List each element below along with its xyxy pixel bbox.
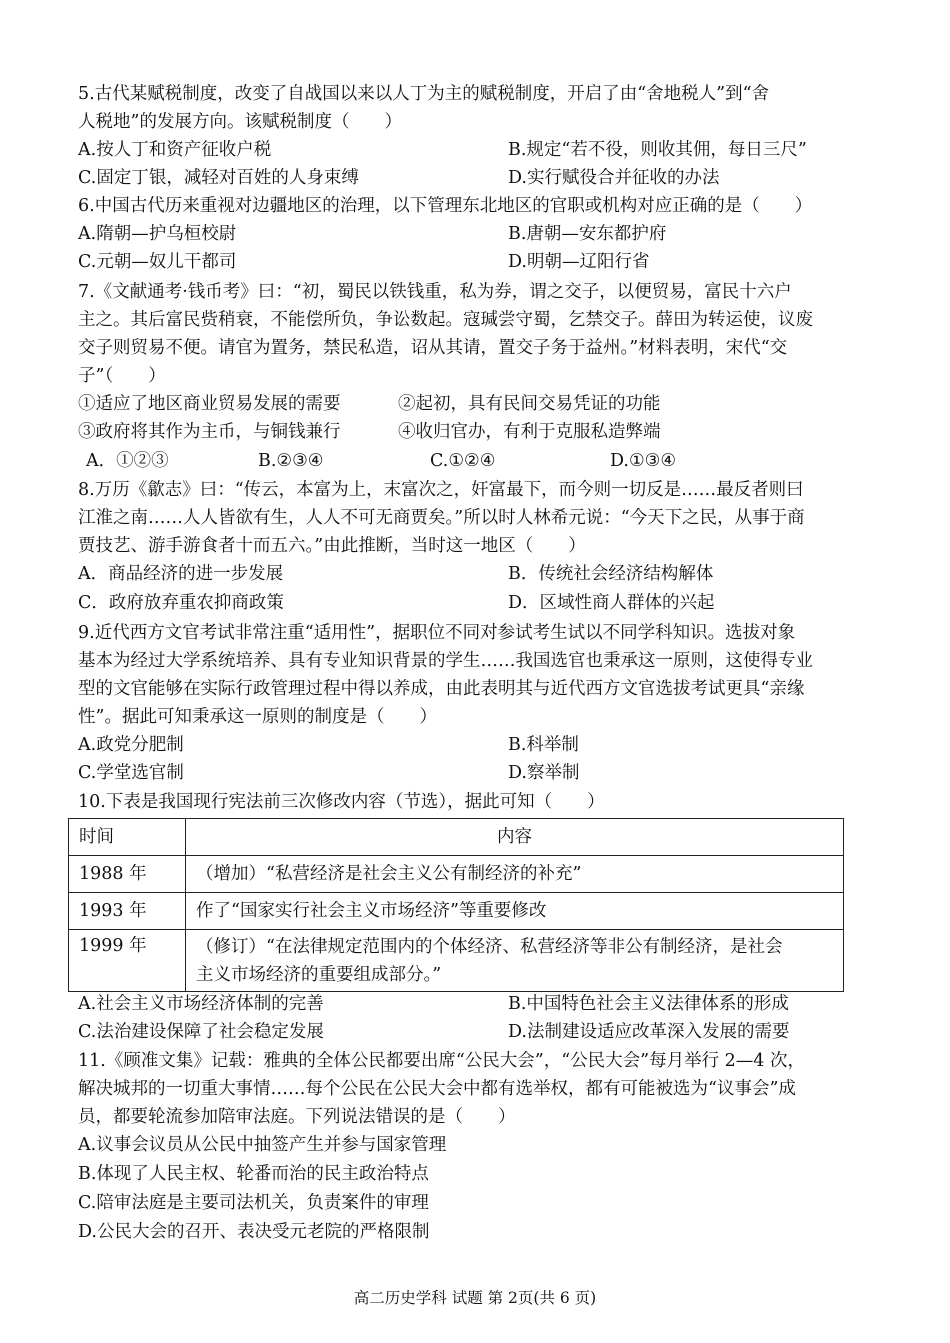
q7-statement-2: ②起初，具有民间交易凭证的功能 bbox=[398, 394, 661, 414]
q6-option-a: A.隋朝—护乌桓校尉 bbox=[78, 224, 237, 244]
q7-stem-line2: 主之。其后富民赀稍衰，不能偿所负，争讼数起。寇瑊尝守蜀，乞禁交子。薛田为转运使，议废 bbox=[78, 310, 813, 330]
q6-options-row2 bbox=[78, 248, 878, 276]
q10-option-d: D.法制建设适应改革深入发展的需要 bbox=[508, 1022, 790, 1042]
q7-statement-3: ③政府将其作为主币，与铜钱兼行 bbox=[78, 422, 341, 442]
q10-option-b: B.中国特色社会主义法律体系的形成 bbox=[508, 994, 789, 1014]
q8-options-row2 bbox=[78, 589, 878, 617]
q7-statement-1: ①适应了地区商业贸易发展的需要 bbox=[78, 394, 341, 414]
q7-option-b: B.②③④ bbox=[258, 451, 324, 471]
q8-stem-line3: 贾技艺、游手游食者十而五六。”由此推断，当时这一地区（ ） bbox=[78, 536, 586, 556]
q5-option-d: D.实行赋役合并征收的办法 bbox=[508, 168, 720, 188]
q7-statements-row1 bbox=[78, 390, 878, 418]
q11-option-d: D.公民大会的召开、表决受元老院的严格限制 bbox=[78, 1222, 430, 1242]
table-row bbox=[69, 893, 844, 930]
q8-option-d: D．区域性商人群体的兴起 bbox=[508, 593, 715, 613]
q5-stem-line2: 人税地”的发展方向。该赋税制度（ ） bbox=[78, 112, 402, 132]
q7-option-a: A．①②③ bbox=[86, 451, 169, 471]
q8-options-row1 bbox=[78, 560, 878, 588]
q6-option-d: D.明朝—辽阳行省 bbox=[508, 252, 650, 272]
table-cell-content bbox=[186, 930, 844, 992]
table-header-content: 内容 bbox=[186, 819, 844, 856]
q11-stem-line2: 解决城邦的一切重大事情……每个公民在公民大会中都有选举权，都有可能被选为“议事会”成 bbox=[78, 1079, 796, 1099]
q6-options-row1 bbox=[78, 220, 878, 248]
q7-option-c: C.①②④ bbox=[430, 451, 496, 471]
table-row bbox=[69, 856, 844, 893]
q9-stem-line4: 性”。据此可知秉承这一原则的制度是（ ） bbox=[78, 707, 437, 727]
q10-options-row1 bbox=[78, 990, 878, 1018]
q6-option-c: C.元朝—奴儿干都司 bbox=[78, 252, 237, 272]
q8-stem-line2: 江淮之南……人人皆欲有生，人人不可无商贾矣。”所以时人林希元说：“今天下之民，从事于商 bbox=[78, 508, 805, 528]
q9-option-b: B.科举制 bbox=[508, 735, 579, 755]
table-header-time: 时间 bbox=[69, 819, 186, 856]
q11-option-c: C.陪审法庭是主要司法机关，负责案件的审理 bbox=[78, 1193, 429, 1213]
q9-stem-line1: 9.近代西方文官考试非常注重“适用性”，据职位不同对参试考生试以不同学科知识。选拔对象 bbox=[78, 623, 796, 643]
q7-statement-4: ④收归官办，有利于克服私造弊端 bbox=[398, 422, 661, 442]
q5-option-c: C.固定丁银，减轻对百姓的人身束缚 bbox=[78, 168, 359, 188]
q9-option-c: C.学堂选官制 bbox=[78, 763, 184, 783]
q8-option-b: B．传统社会经济结构解体 bbox=[508, 564, 714, 584]
q7-stem-line3: 交子则贸易不便。请官为置务，禁民私造，诏从其请，置交子务于益州。”材料表明，宋代“交 bbox=[78, 338, 788, 358]
q9-option-a: A.政党分肥制 bbox=[78, 735, 184, 755]
q7-option-d: D.①③④ bbox=[610, 451, 677, 471]
table-cell-content-line1: （修订）“在法律规定范围内的个体经济、私营经济等非公有制经济，是社会 bbox=[196, 936, 783, 957]
q7-stem-line4: 子”（ ） bbox=[78, 366, 166, 386]
amendment-table bbox=[68, 818, 844, 992]
table-header-row bbox=[69, 819, 844, 856]
table-cell-content-line2: 主义市场经济的重要组成部分。” bbox=[196, 964, 442, 985]
q11-option-b: B.体现了人民主权、轮番而治的民主政治特点 bbox=[78, 1164, 429, 1184]
q5-option-a: A.按人丁和资产征收户税 bbox=[78, 140, 272, 160]
q11-option-a: A.议事会议员从公民中抽签产生并参与国家管理 bbox=[78, 1135, 447, 1155]
q10-options-row2 bbox=[78, 1018, 878, 1046]
q7-stem-line1: 7.《文献通考·钱币考》曰：“初，蜀民以铁钱重，私为券，谓之交子，以便贸易，富民十六户 bbox=[78, 282, 792, 302]
q7-statements-row2 bbox=[78, 418, 878, 446]
q5-stem-line1: 5.古代某赋税制度，改变了自战国以来以人丁为主的赋税制度，开启了由“舍地税人”到“舍 bbox=[78, 84, 770, 104]
q5-option-b: B.规定“若不役，则收其佣，每日三尺” bbox=[508, 140, 807, 160]
q8-stem-line1: 8.万历《歙志》曰：“传云，本富为上，末富次之，奸富最下，而今则一切反是……最反者则曰 bbox=[78, 480, 804, 500]
table-cell-content: （增加）“私营经济是社会主义公有制经济的补充” bbox=[186, 856, 844, 893]
table-cell-year: 1999 年 bbox=[69, 930, 186, 992]
q10-option-c: C.法治建设保障了社会稳定发展 bbox=[78, 1022, 324, 1042]
q11-stem-line1: 11.《顾准文集》记载：雅典的全体公民都要出席“公民大会”，“公民大会”每月举行 2—4 次， bbox=[78, 1051, 806, 1071]
q8-option-a: A．商品经济的进一步发展 bbox=[78, 564, 284, 584]
table-cell-year: 1988 年 bbox=[69, 856, 186, 893]
q9-options-row2 bbox=[78, 759, 878, 787]
table-row bbox=[69, 930, 844, 992]
q9-stem-line2: 基本为经过大学系统培养、具有专业知识背景的学生……我国选官也秉承这一原则，这使得专业 bbox=[78, 651, 813, 671]
q10-option-a: A.社会主义市场经济体制的完善 bbox=[78, 994, 324, 1014]
q9-options-row1 bbox=[78, 731, 878, 759]
table-cell-content: 作了“国家实行社会主义市场经济”等重要修改 bbox=[186, 893, 844, 930]
q10-stem-line1: 10.下表是我国现行宪法前三次修改内容（节选），据此可知（ ） bbox=[78, 792, 605, 812]
q9-stem-line3: 型的文官能够在实际行政管理过程中得以养成，由此表明其与近代西方文官选拔考试更具“亲缘 bbox=[78, 679, 805, 699]
table-cell-year: 1993 年 bbox=[69, 893, 186, 930]
q6-option-b: B.唐朝—安东都护府 bbox=[508, 224, 667, 244]
q5-options-row1 bbox=[78, 136, 878, 164]
q11-stem-line3: 员，都要轮流参加陪审法庭。下列说法错误的是（ ） bbox=[78, 1107, 516, 1127]
page-footer: 高二历史学科 试题 第 2页(共 6 页) bbox=[353, 1289, 597, 1307]
q9-option-d: D.察举制 bbox=[508, 763, 580, 783]
q5-options-row2 bbox=[78, 164, 878, 192]
q6-stem-line1: 6.中国古代历来重视对边疆地区的治理，以下管理东北地区的官职或机构对应正确的是（ ） bbox=[78, 196, 813, 216]
q8-option-c: C．政府放弃重农抑商政策 bbox=[78, 593, 284, 613]
